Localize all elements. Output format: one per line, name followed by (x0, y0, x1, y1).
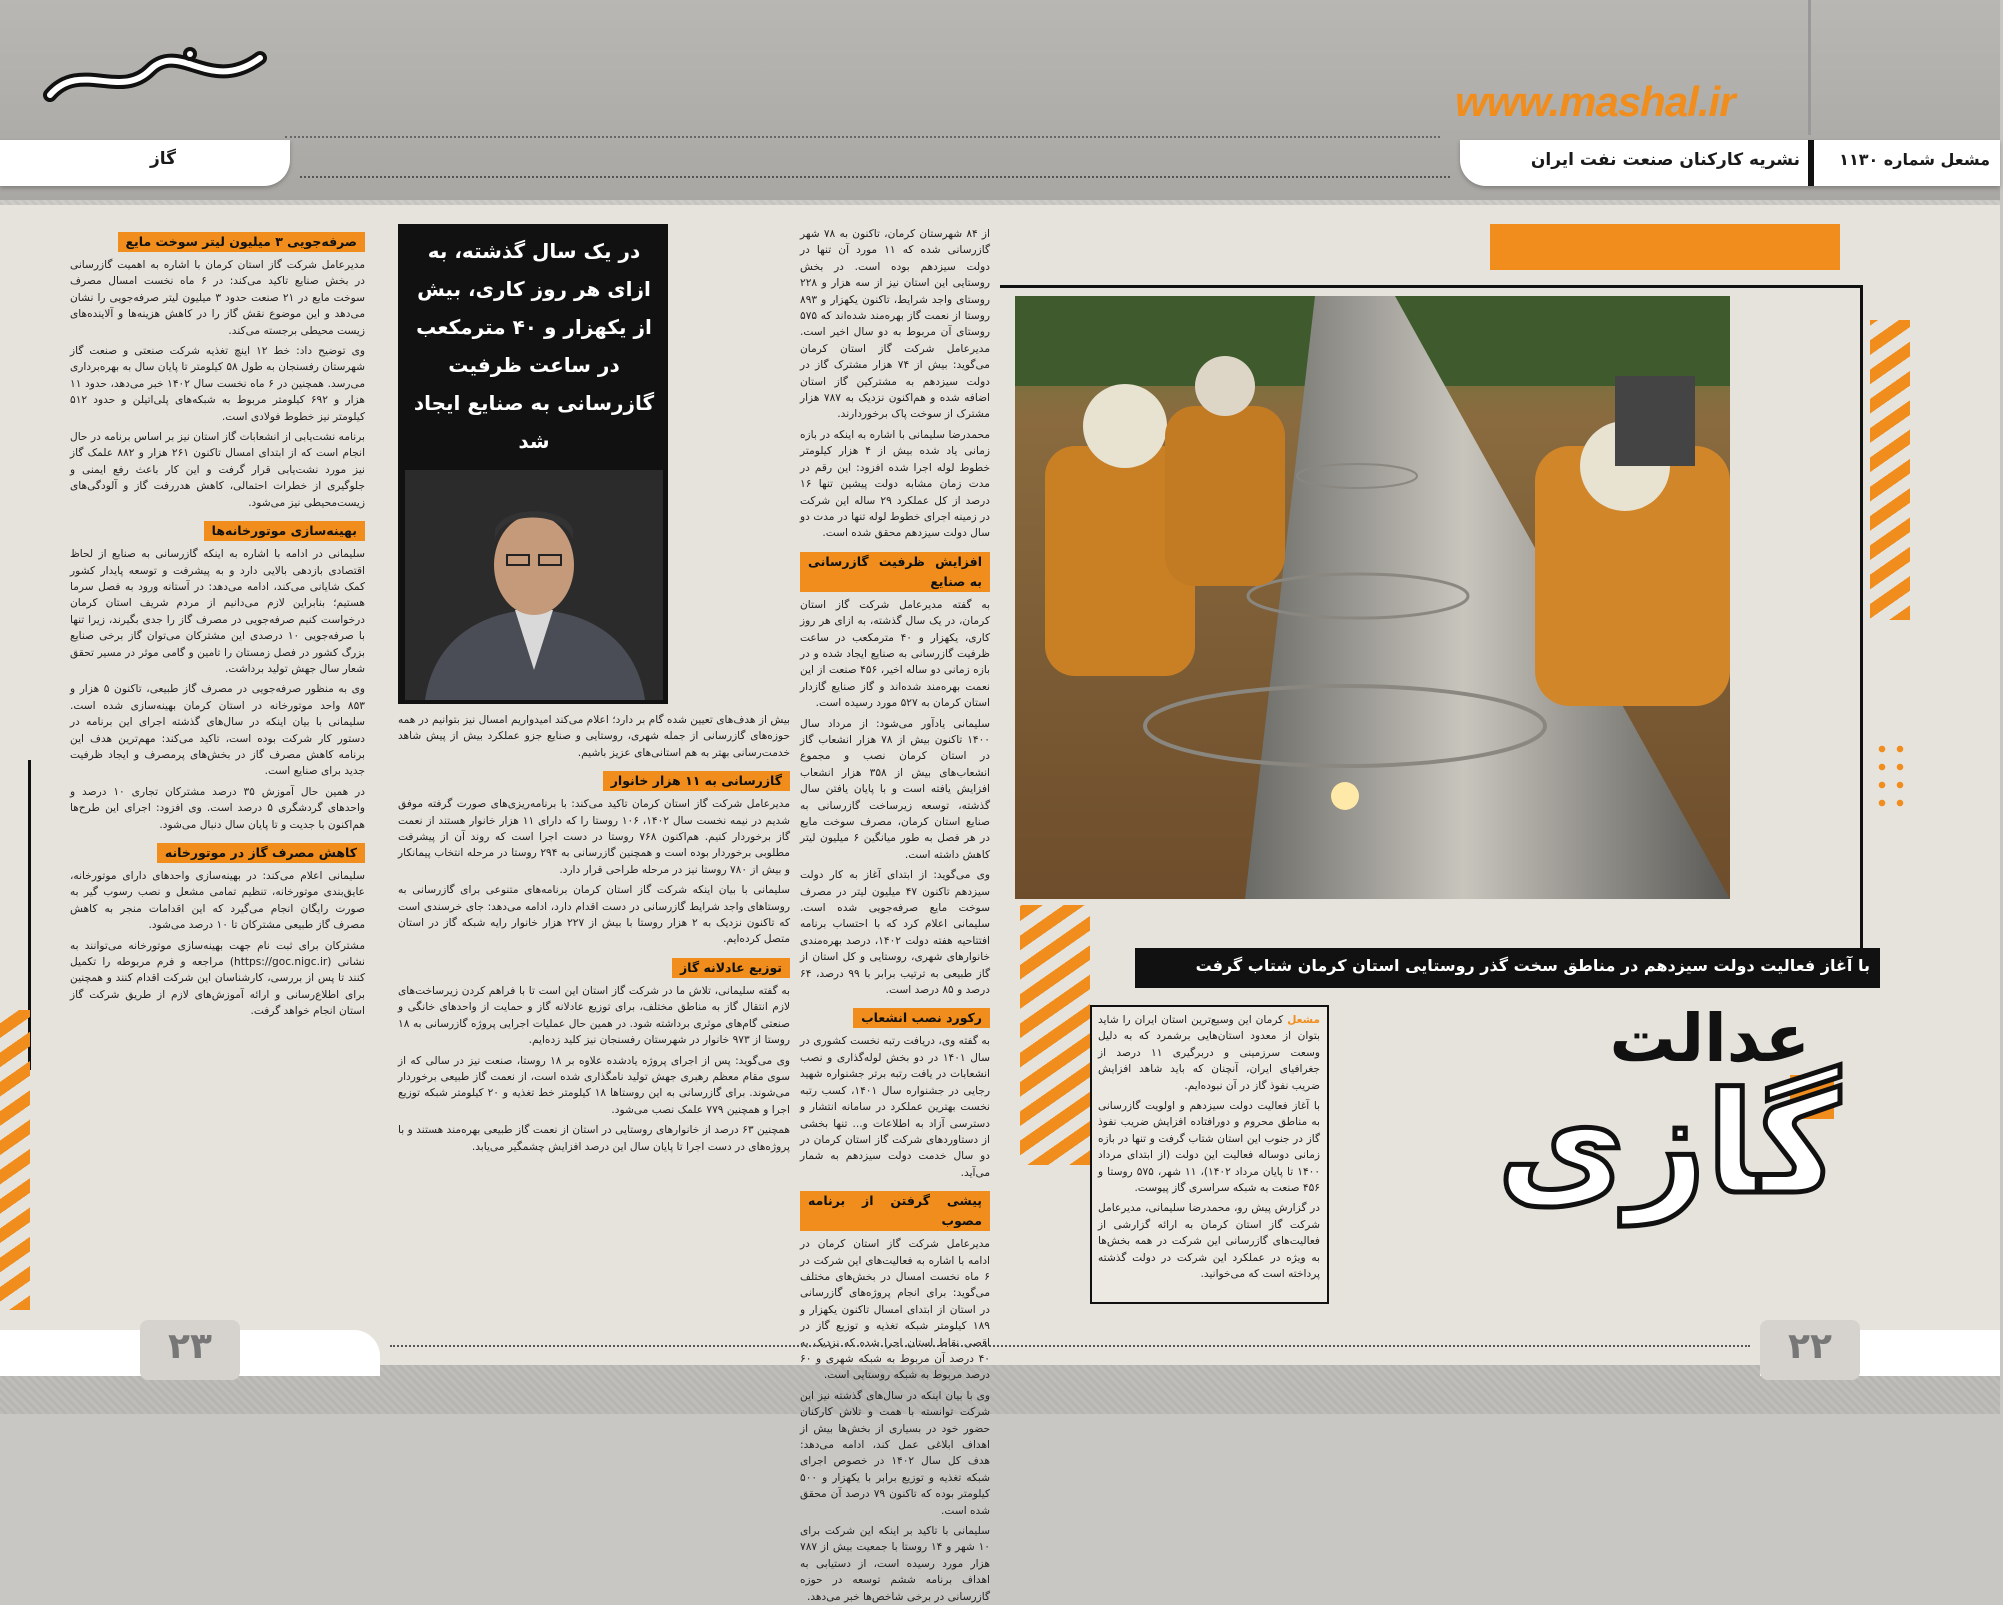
orange-top-bar (1490, 224, 1840, 270)
reduce-para-1: سلیمانی اعلام می‌کند: در بهینه‌سازی واحدهای دارای موتورخانه، عایق‌بندی موتورخانه، تنظیم تمامی مشعل و نصب رسوب گیر به صورت رایگان انجام می‌گیرد که این اقدامات منجر به کاهش مصرف گاز طبیعی مشترکان تا ۱۰ درصد می‌شود. (70, 870, 365, 932)
engine-para-2: وی به منظور صرفه‌جویی در مصرف گاز طبیعی، تاکنون ۵ هزار و ۸۵۳ واحد موتورخانه در استان کرمان بهینه‌سازی شده است. سلیمانی با بیان اینکه در سال‌های گذشته اجرای این برنامه در دستور کار شرکت بوده است، تاکید می‌کند: مهم‌ترین هدف این برنامه کاهش مصرف گاز در بخش‌های پرمصرف و ایجاد ظرفیت جدید برای صنایع است. (70, 683, 365, 778)
lead-paragraph-2: با آغاز فعالیت دولت سیزدهم و اولویت گازرسانی به مناطق محروم و دورافتاده افزایش ضریب نفوذ گاز در جنوب این استان شتاب گرفت و تنها در بازه زمانی دوساله فعالیت این دولت (از ابتدای مرداد ۱۴۰۰ تا پایان مرداد ۱۴۰۲)، ۱۱ شهر، ۵۷۵ روستا و ۴۵۶ صنعت به شبکه سراسری گاز پیوست. (1098, 1100, 1321, 1195)
lead-paragraph-1: کرمان این وسیع‌ترین استان ایران را شاید بتوان از معدود استان‌هایی برشمرد که به دلیل وسعت سرزمینی و دربرگیری ۱۱ درصد از جغرافیای ایران، آنچنان که باید شاهد افزایش ضریب نفوذ گاز در آن نبوده‌ایم. (1098, 1014, 1320, 1092)
engine-para-3: در همین حال آموزش ۳۵ درصد مشترکان تجاری ۱۰ درصد و واحدهای گردشگری ۵ درصد است. وی افزود: اجرای این طرح‌ها هم‌اکنون با جدیت و تا پایان سال دنبال می‌شود. (70, 785, 366, 831)
distribution-para-1: به گفته سلیمانی، تلاش ما در شرکت گاز استان این است تا با فراهم کردن زیرساخت‌های لازم انتقال گاز به مناطق مختلف، برای توزیع عادلانه گاز و حمایت از واحدهای خانگی و صنعتی گام‌های موثری برداشته شود. در همین حال عملیات اجرایی پروژه گازرسانی به ۱۸ روستا از ۹۷۳ خانوار در شهرستان رفسنجان نیز کلید زده‌ایم. (398, 984, 790, 1047)
article-column-right-page (800, 226, 991, 1603)
header-dotted-line-top (285, 136, 1440, 138)
col-industry-para-1: به گفته مدیرعامل شرکت گاز استان کرمان، در یک سال گذشته، به ازای هر روز کاری، یکهزار و ۴۰ مترمکعب در ساعت ظرفیت گازرسانی به صنایع ایجاد شده و در بازه زمانی دو ساله اخیر، ۴۵۶ صنعت از این نعمت بهره‌مند شده‌اند و گاز صنایع گازدار استان کرمان به ۵۲۷ مورد رسیده است. (800, 598, 991, 710)
left-header-bar (0, 140, 290, 186)
engine-para-1: سلیمانی در ادامه با اشاره به اینکه گازرسانی به صنایع از لحاظ اقتصادی بازدهی بالایی دارد و به پیشرفت و توسعه پایدار کشور کمک شایانی می‌کند، ادامه می‌دهد: در آستانه ورود به فصل سرما هستیم؛ بنابراین لازم می‌دانیم از مردم شریف استان کرمان درخواست کنیم صرفه‌جویی در مصرف گاز را جدی بگیرند، زیرا تنها با صرفه‌جویی ۱۰ درصدی این مشترکان می‌توان گاز برخی صنایع بزرگ کشور در فصل زمستان را تامین و گامی موثر در مسیر تحقق شعار سال جهش تولید برداشت. (70, 548, 365, 675)
saving-para-3: برنامه نشت‌یابی از انشعابات گاز استان نیز بر اساس برنامه در حال انجام است که از ابتدای امسال تاکنون ۲۶۱ هزار و ۸۸۲ علمک گاز نیز مورد نشت‌یابی قرار گرفت و این کار باعث رفع ایمنی و جلوگیری از خطرات احتمالی، کاهش هدررفت گاز و آلودگی‌های زیست‌محیطی نیز می‌شود. (70, 431, 366, 509)
orange-dots-right (1873, 740, 1913, 816)
orange-stripes-left (0, 1010, 30, 1310)
logo-text (40, 40, 43, 41)
reduce-para-2: مشترکان برای ثبت نام جهت بهینه‌سازی موتورخانه می‌توانند به نشانی (https://goc.nigc.ir) مراجعه و فرم مربوطه را تکمیل کنند تا پس از بررسی، کارشناسان این شرکت اقدام کنند و همچنین برای اطلاع‌رسانی و ارائه آموزش‌های لازم از طریق شرکت گاز استان انجام خواهد گرفت. (70, 939, 366, 1018)
footer-dotted-line (390, 1345, 1750, 1347)
heading-reduce: کاهش مصرف گاز در موتورخانه (157, 843, 365, 863)
distribution-para-3: همچنین ۶۳ درصد از خانوارهای روستایی در استان از نعمت گاز طبیعی بهره‌مند هستند و با پروژه‌های در دست اجرا تا پایان سال این درصد افزایش چشمگیر می‌یابد. (398, 1124, 790, 1153)
distribution-para-2: وی می‌گوید: پس از اجرای پروژه یادشده علاوه بر ۱۸ روستا، صنعت نیز در سالی که از سوی مقام معظم رهبری جهش تولید نامگذاری شده است، از نعمت گاز طبیعی برخوردار می‌شوند. برای گازرسانی به این روستاها ۱۸ کیلومتر خط تغذیه و ۲۰ کیلومتر شبکه توزیع اجرا و همچنین ۷۷۹ علمک نصب می‌شود. (398, 1054, 790, 1116)
subtitle-text: با آغاز فعالیت دولت سیزدهم در مناطق سخت گذر روستایی استان کرمان شتاب گرفت (1195, 956, 1870, 975)
header-separator (1808, 140, 1814, 186)
mid-top-para: بیش از هدف‌های تعیین شده گام بر دارد؛ اعلام می‌کند امیدواریم امسال نیز بتوانیم در همه حوزه‌های گازرسانی از جمله شهری، روستایی و صنایع جزو عملکرد بیش از پیش شاهد خدمت‌رسانی بهتر به هم استانی‌های عزیز باشیم. (398, 714, 790, 759)
publication-name: نشریه کارکنان صنعت نفت ایران (1530, 150, 1800, 170)
left-page-mid-upper (680, 226, 788, 706)
left-frame (28, 760, 61, 1070)
page-number-left: ۲۳ (168, 1326, 212, 1367)
saving-para-2: وی توضیح داد: خط ۱۲ اینچ تغذیه شرکت صنعتی و صنعت گاز شهرستان رفسنجان به طول ۵۸ کیلومتر تا پایان سال به بهره‌برداری می‌رسد. همچنین در ۶ ماه نخست سال ۱۴۰۲ خبر می‌دهد، حدود ۱۱ هزار و ۶۹۲ کیلومتر مربوط به شبکه‌های پلی‌اتیلن و حدود ۵۱۲ کیلومتر نیز خطوط فولادی است. (70, 345, 366, 423)
pipeline-photo (1015, 296, 1730, 899)
welding-pipeline-illustration-icon (1015, 296, 1730, 899)
heading-industry: افزایش ظرفیت گازرسانی به صنایع (800, 552, 990, 592)
heading-distribution: توزیع عادلانه گاز (672, 958, 790, 978)
heading-ahead: پیشی گرفتن از برنامه مصوب (800, 1191, 990, 1231)
col-ahead-para-1: مدیرعامل شرکت گاز استان کرمان در ادامه با اشاره به فعالیت‌های این شرکت در ۶ ماه نخست امسال در بخش‌های مختلف می‌گوید: برای انجام پروژه‌های گازرسانی در استان از ابتدای امسال تاکنون یکهزار و ۱۸۹ کیلومتر شبکه تغذیه و توزیع گاز در اقصی نقاط استان اجرا شده که نزدیک به ۴۰ درصد آن مربوط به شبکه شهری و ۶۰ درصد مربوط به شبکه روستایی است. (800, 1238, 990, 1382)
left-page-outer-column (70, 226, 365, 1326)
col-ahead-para-3: سلیمانی با تاکید بر اینکه این شرکت برای ۱۰ شهر و ۱۴ روستا با جمعیت بیش از ۷۸۷ هزار مورد رسیده است، از دستیابی به اهداف برنامه ششم توسعه در حوزه گازرسانی در برخی شاخص‌ها خبر می‌دهد. (800, 1525, 990, 1603)
pull-quote: در یک سال گذشته، به ازای هر روز کاری، بیش از یکهزار و ۴۰ مترمکعب در ساعت ظرفیت گازرسانی به صنایع ایجاد شد (413, 239, 655, 453)
title-block (1340, 1000, 1880, 1260)
lead-label: مشعل (1287, 1014, 1320, 1026)
left-page-center-column (398, 712, 790, 1332)
website-url[interactable]: www.mashal.ir (1455, 78, 1735, 125)
col-top-para-2: محمدرضا سلیمانی با اشاره به اینکه در بازه زمانی یاد شده بیش از ۴ هزار کیلومتر خطوط لوله اجرا شده افزود: این رقم در مدت زمان مشابه دولت پیشین تنها ۱۶ درصد از کل عملکرد ۲۹ ساله این شرکت در زمینه اجرای خطوط لوله تنها در مدت دو سال دولت سیزدهم محقق شده است. (800, 428, 990, 540)
orange-stripes-right (1870, 320, 1910, 620)
col-industry-para-2: سلیمانی یادآور می‌شود: از مرداد سال ۱۴۰۰ تاکنون بیش از ۷۸ هزار انشعاب گاز در استان کرمان نصب و مجموع انشعاب‌های بیش از ۳۵۸ هزار انشعاب افزایش یافته است و با پایان یافتن سال گذشته، توسعه زیرساخت گازرسانی به صنایع استان کرمان، مصرف سوخت مایع در هر فصل به طور میانگین ۶ میلیون لیتر کاهش داشته است. (800, 717, 990, 861)
portrait (405, 470, 663, 700)
saving-para-1: مدیرعامل شرکت گاز استان کرمان با اشاره به اهمیت گازرسانی در بخش صنایع تاکید می‌کند: در ۶ ماه نخست امسال مصرف سوخت مایع در ۲۱ صنعت حدود ۳ میلیون لیتر صرفه‌جویی را نشان می‌دهد و این موضوع نقش گاز را در کاهش هزینه‌ها و آلاینده‌های زیست محیطی برجسته می‌کند. (70, 259, 365, 337)
household-para-2: سلیمانی با بیان اینکه شرکت گاز استان کرمان برنامه‌های متنوعی برای گازرسانی به روستاهای واجد شرایط گازرسانی در دست اقدام دارد، ادامه می‌دهد: جای خرسندی است که تاکنون نزدیک به ۲ هزار روستا با بیش از ۲۲۷ هزار خانوار رایه شبکه گاز در استان متصل کرده‌ایم. (398, 884, 791, 946)
corner-frame-top-right (1808, 0, 2003, 135)
household-para-1: مدیرعامل شرکت گاز استان کرمان تاکید می‌کند: با برنامه‌ریزی‌های صورت گرفته موفق شدیم در نیمه نخست سال ۱۴۰۲، ۱۰۶ روستا را که دارای ۱۱ هزار خانوار هستند از نعمت گاز برخوردار کنیم. هم‌اکنون ۷۶۸ روستا در دست اجرا است که روند آن از پیشرفت مطلوبی برخوردار بوده است و همچنین گازرسانی به ۲۹۴ روستا در مرحله انتخاب پیمانکار و بیش از ۷۸۰ روستا نیز در مرحله طراحی قرار دارد. (398, 798, 790, 876)
col-ahead-para-2: وی با بیان اینکه در سال‌های گذشته نیز این شرکت توانسته با همت و تلاش کارکنان حضور خود در بسیاری از بخش‌ها بیش از اهداف ابلاغی عمل کند، ادامه می‌دهد: هدف کل سال ۱۴۰۲ در خصوص اجرای شبکه تغذیه و توزیع برابر با یکهزار و ۵۰۰ کیلومتر بوده که تاکنون ۷۹ درصد آن محقق شده است. (800, 1389, 990, 1517)
man-portrait-icon (405, 470, 663, 700)
title-line-2: گازی (1497, 1063, 1840, 1226)
portrait-caption (405, 470, 413, 471)
page-number-right: ۲۲ (1788, 1326, 1832, 1367)
issue-number: مشعل شماره ۱۱۳۰ (1839, 150, 1990, 169)
title-line-1: عدالت (1609, 1000, 1810, 1077)
logo-mark-icon (40, 40, 270, 110)
orange-stripes-photo-bottom (1020, 905, 1090, 1165)
section-label: گاز (150, 149, 177, 169)
heading-household: گازرسانی به ۱۱ هزار خانوار (603, 771, 790, 791)
heading-engine: بهینه‌سازی موتورخانه‌ها (204, 521, 365, 541)
lead-paragraph-3: در گزارش پیش رو، محمدرضا سلیمانی، مدیرعامل شرکت گاز استان کرمان به ارائه گزارشی از فعالیت‌های گازرسانی این شرکت در همه بخش‌ها به ویژه در عملکرد این شرکت در دولت گذشته پرداخته است که می‌خوانید. (1098, 1202, 1320, 1281)
mashal-logo[interactable] (40, 40, 270, 110)
col-industry-para-3: وی می‌گوید: از ابتدای آغاز به کار دولت سیزدهم تاکنون ۴۷ میلیون لیتر در مصرف سوخت مایع صرفه‌جویی شده است. سلیمانی اعلام کرد که با احتساب برنامه افتتاحیه هفته دولت ۱۴۰۲، درصد بهره‌مندی خانوارهای شهری، روستایی و کل استان از گاز طبیعی به ترتیب برابر با ۹۹ درصد، ۶۴ درصد و ۸۵ درصد است. (800, 869, 990, 997)
header-dotted-line-left (300, 176, 1450, 178)
lead-column (1098, 1012, 1320, 1294)
heading-saving: صرفه‌جویی ۳ میلیون لیتر سوخت مایع (118, 232, 365, 252)
heading-record: رکورد نصب انشعاب (853, 1008, 990, 1028)
col-record-para-1: به گفته وی، دریافت رتبه نخست کشوری در سال ۱۴۰۱ در دو بخش لوله‌گذاری و نصب انشعابات در یافت رتبه برتر جشنواره شهید رجایی در جشنواره سال ۱۴۰۱، کسب رتبه نخست بهترین عملکرد در سامانه انتشار و دسترسی آزاد به اطلاعات و... تنها بخشی از دستاوردهای شرکت گاز استان کرمان در دو سال خدمت دولت سیزدهم به شمار می‌آید. (800, 1035, 991, 1179)
col-top-para-1: از ۸۴ شهرستان کرمان، تاکنون به ۷۸ شهر گازرسانی شده که ۱۱ مورد آن تنها در دولت سیزدهم بوده است. در بخش روستایی این استان نیز از سه هزار و ۲۲۸ روستای واجد شرایط، تاکنون یکهزار و ۸۹۳ روستا از نعمت گاز بهره‌مند شده‌اند که ۵۷۵ روستای آن مربوط به دو سال اخیر است. مدیرعامل شرکت گاز استان کرمان می‌گوید: بیش از ۷۴ هزار مشترک گاز در دولت سیزدهم به مشترکین گاز استان اضافه شده و هم‌اکنون نزدیک به ۷۸۷ هزار مشترک از سوخت پاک برخوردارند. (800, 228, 990, 421)
